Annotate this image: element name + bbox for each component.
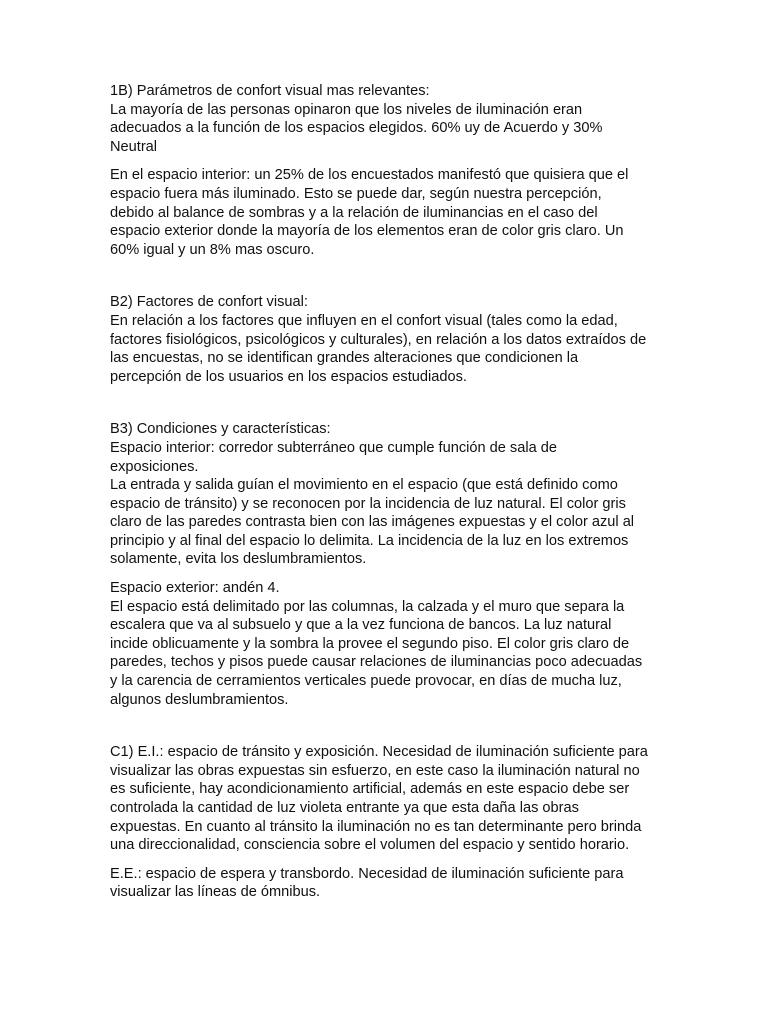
section-heading-1b: 1B) Parámetros de confort visual mas relevantes: xyxy=(110,83,430,99)
text-line: adecuados a la función de los espacios elegidos. 60% uy de Acuerdo y 30% xyxy=(110,120,603,137)
paragraph-factores-confort xyxy=(110,293,662,386)
text-line: Neutral xyxy=(110,138,158,155)
text-line: La entrada y salida guían el movimiento en el espacio (que está definido como xyxy=(110,477,618,494)
paragraph-espacio-interior-encuesta xyxy=(110,166,662,259)
text-line: visualizar las líneas de ómnibus. xyxy=(110,884,321,901)
text-line: 60% igual y un 8% mas oscuro. xyxy=(110,241,315,258)
text-line: En el espacio interior: un 25% de los encuestados manifestó que quisiera que el xyxy=(110,167,629,184)
section-heading-b3: B3) Condiciones y características: xyxy=(110,421,331,438)
paragraph-espacio-exterior xyxy=(110,579,662,709)
section-spacer xyxy=(110,709,662,743)
section-heading-c1: C1) E.I.: espacio de tránsito y exposición. Necesidad de iluminación suficiente para xyxy=(110,744,648,761)
section-spacer xyxy=(110,259,662,293)
text-line: paredes, techos y pisos puede causar relaciones de iluminancias poco adecuadas xyxy=(110,654,643,671)
text-line: y la carencia de cerramientos verticales puede provocar, en días de mucha luz, xyxy=(110,673,622,690)
text-line: espacio de tránsito) y se reconocen por la incidencia de luz natural. El color gris xyxy=(110,495,626,512)
text-line: El espacio está delimitado por las columnas, la calzada y el muro que separa la xyxy=(110,598,625,615)
paragraph-spacer xyxy=(110,569,662,579)
paragraph-spacer xyxy=(110,156,662,166)
text-line: debido al balance de sombras y a la relación de iluminancias en el caso del xyxy=(110,204,598,221)
paragraph-confort-parametros xyxy=(110,82,662,156)
document-page xyxy=(110,82,662,902)
text-line: las encuestas, no se identifican grandes alteraciones que condicionen la xyxy=(110,350,579,367)
subheading-espacio-exterior: Espacio exterior: andén 4. xyxy=(110,580,280,597)
text-line: incide oblicuamente y la sombra la provee el segundo piso. El color gris claro de xyxy=(110,635,630,652)
section-spacer xyxy=(110,386,662,420)
text-line: percepción de los usuarios en los espacios estudiados. xyxy=(110,368,467,385)
text-line: La mayoría de las personas opinaron que los niveles de iluminación eran xyxy=(110,101,583,118)
text-line: claro de las paredes contrasta bien con las imágenes expuestas y el color azul al xyxy=(110,514,635,531)
text-line: factores fisiológicos, psicológicos y culturales), en relación a los datos extraídos de xyxy=(110,331,647,348)
text-line: una direccionalidad, consciencia sobre el volumen del espacio y sentido horario. xyxy=(110,837,630,854)
text-line: es suficiente, hay acondicionamiento artificial, además en este espacio debe ser xyxy=(110,781,630,798)
text-line: algunos deslumbramientos. xyxy=(110,691,289,708)
text-line: espacio fuera más iluminado. Esto se puede dar, según nuestra percepción, xyxy=(110,185,602,202)
paragraph-c1-espacio-exterior xyxy=(110,865,662,902)
text-line: Espacio interior: corredor subterráneo que cumple función de sala de xyxy=(110,439,557,456)
text-line: En relación a los factores que influyen en el confort visual (tales como la edad, xyxy=(110,312,618,329)
text-line: espacio exterior donde la mayoría de los elementos eran de color gris claro. Un xyxy=(110,223,624,240)
text-line: principio y al final del espacio lo delimita. La incidencia de la luz en los extremos xyxy=(110,532,629,549)
text-line: E.E.: espacio de espera y transbordo. Necesidad de iluminación suficiente para xyxy=(110,865,624,882)
text-line: exposiciones. xyxy=(110,458,199,475)
text-line: visualizar las obras expuestas sin esfuerzo, en este caso la iluminación natural no xyxy=(110,762,640,779)
paragraph-condiciones-interior xyxy=(110,420,662,569)
paragraph-spacer xyxy=(110,855,662,865)
text-line: escalera que va al subsuelo y que a la vez funciona de bancos. La luz natural xyxy=(110,617,612,634)
text-line: solamente, evita los deslumbramientos. xyxy=(110,551,367,568)
section-heading-b2: B2) Factores de confort visual: xyxy=(110,294,308,311)
text-line: expuestas. En cuanto al tránsito la iluminación no es tan determinante pero brinda xyxy=(110,818,642,835)
paragraph-c1-espacio-interior xyxy=(110,743,662,855)
text-line: controlada la cantidad de luz violeta entrante ya que esta daña las obras xyxy=(110,800,579,816)
